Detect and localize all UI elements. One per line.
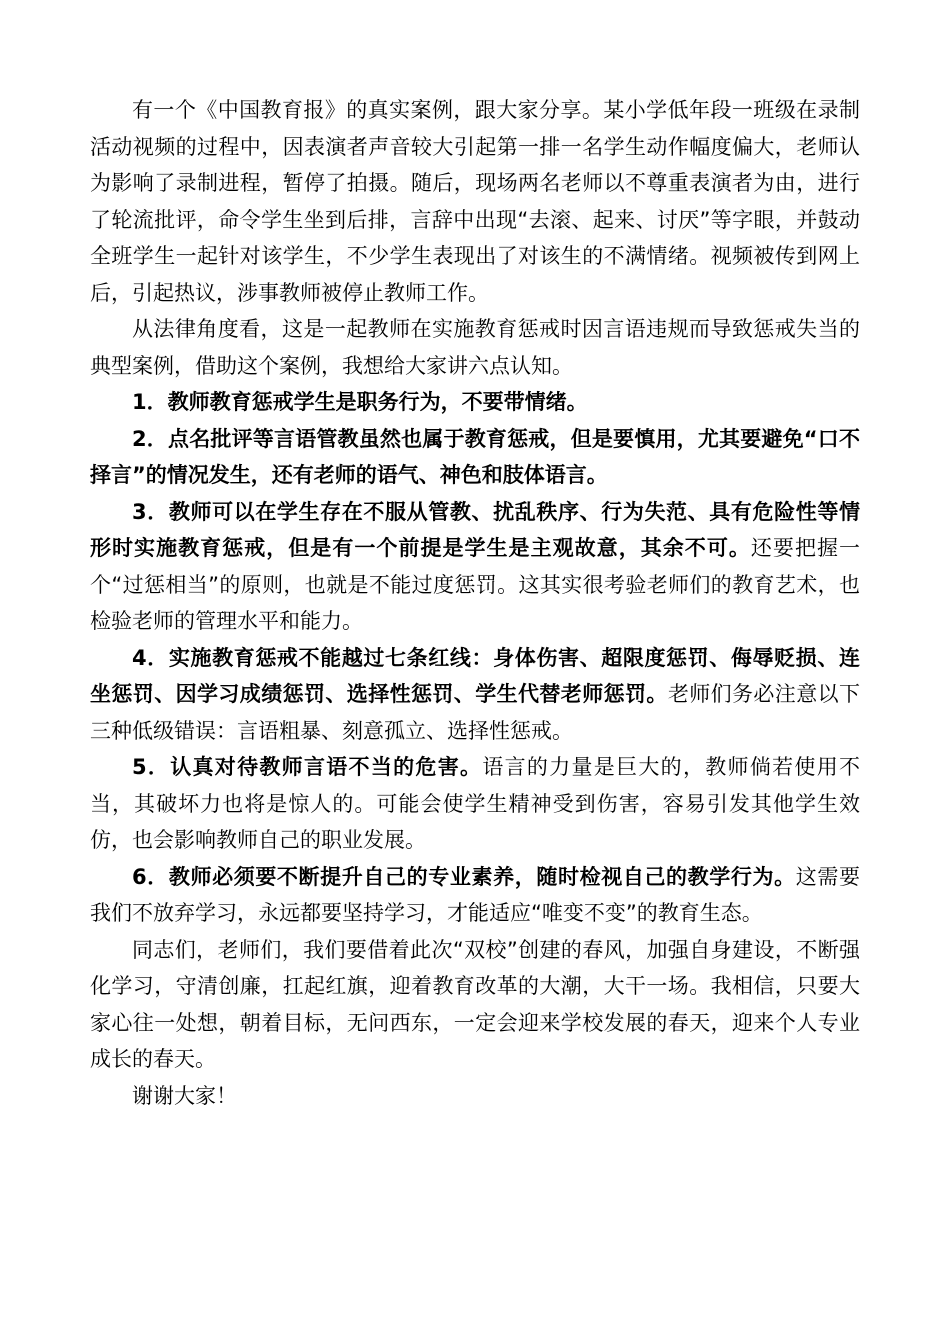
paragraph-point-1	[90, 384, 860, 421]
paragraph-bold-lead: 1．教师教育惩戒学生是职务行为，不要带情绪。	[132, 390, 588, 414]
paragraph-bold-lead: 2．点名批评等言语管教虽然也属于教育惩戒，但是要慎用，尤其要避免“口不择言”的情况发生，还有老师的语气、神色和肢体语言。	[90, 426, 860, 487]
document-body	[90, 92, 860, 1114]
paragraph-case-intro	[90, 92, 860, 311]
paragraph-point-2	[90, 421, 860, 494]
paragraph-bold-lead: 6．教师必须要不断提升自己的专业素养，随时检视自己的教学行为。	[132, 864, 796, 889]
paragraph-text: 有一个《中国教育报》的真实案例，跟大家分享。某小学低年段一班级在录制活动视频的过程中，因表演者声音较大引起第一排一名学生动作幅度偏大，老师认为影响了录制进程，暂停了拍摄。随后，现场两名老师以不尊重表演者为由，进行了轮流批评，命令学生坐到后排，言辞中出现“去滚、起来、讨厌”等字眼，并鼓动全班学生一起针对该学生，不少学生表现出了对该生的不满情绪。视频被传到网上后，引起热议，涉事教师被停止教师工作。	[90, 98, 860, 305]
paragraph-point-3	[90, 494, 860, 640]
paragraph-text: 还要把握一个“过惩相当”的原则，也就是不能过度惩罚。这其实很考验老师们的教育艺术，也检验老师的管理水平和能力。	[90, 536, 861, 633]
paragraph-bold-lead: 5．认真对待教师言语不当的危害。	[132, 755, 483, 779]
paragraph-text: 谢谢大家！	[132, 1083, 237, 1108]
paragraph-text: 这需要我们不放弃学习，永远都要坚持学习，才能适应“唯变不变”的教育生态。	[90, 864, 861, 925]
paragraph-thanks	[90, 1078, 860, 1115]
paragraph-text: 从法律角度看，这是一起教师在实施教育惩戒时因言语违规而导致惩戒失当的典型案例，借助这个案例，我想给大家讲六点认知。	[90, 317, 860, 378]
paragraph-text: 语言的力量是巨大的，教师倘若使用不当，其破坏力也将是惊人的。可能会使学生精神受到伤害，容易引发其他学生效仿，也会影响教师自己的职业发展。	[90, 755, 860, 852]
paragraph-bold-lead: 3．教师可以在学生存在不服从管教、扰乱秩序、行为失范、具有危险性等情形时实施教育惩戒，但是有一个前提是学生是主观故意，其余不可。	[90, 499, 860, 560]
paragraph-point-5	[90, 749, 860, 859]
paragraph-bold-lead: 4．实施教育惩戒不能越过七条红线：身体伤害、超限度惩罚、侮辱贬损、连坐惩罚、因学习成绩惩罚、选择性惩罚、学生代替老师惩罚。	[90, 645, 860, 706]
paragraph-text: 同志们，老师们，我们要借着此次“双校”创建的春风，加强自身建设，不断强化学习，守清创廉，扛起红旗，迎着教育改革的大潮，大干一场。我相信，只要大家心往一处想，朝着目标，无问西东，一定会迎来学校发展的春天，迎来个人专业成长的春天。	[90, 937, 860, 1071]
paragraph-point-6	[90, 859, 860, 932]
paragraph-legal-view	[90, 311, 860, 384]
paragraph-point-4	[90, 640, 860, 750]
paragraph-text: 老师们务必注意以下三种低级错误：言语粗暴、刻意孤立、选择性惩戒。	[90, 682, 861, 743]
paragraph-closing	[90, 932, 860, 1078]
